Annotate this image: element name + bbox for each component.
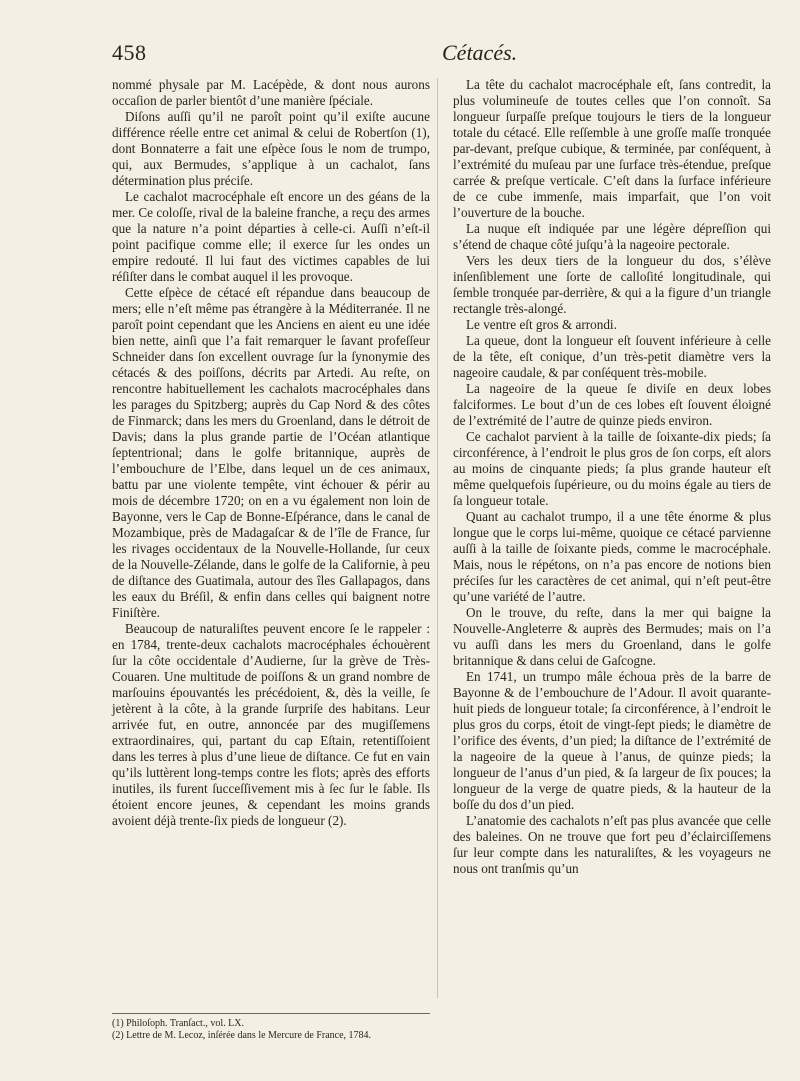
paragraph: Vers les deux tiers de la longueur du dos, s’élève inſenſiblement une ſorte de calloſité longitudinale, qui ſemble tronquée par-derrière, & qui a la figure d’un triangle rectangle très-alongé. (453, 253, 771, 316)
footnote: (1) Philoſoph. Tranſact., vol. LX. (112, 1018, 244, 1029)
paragraph: En 1741, un trumpo mâle échoua près de la barre de Bayonne & de l’embouchure de l’Adour. Il avoit quarante-huit pieds de longueur totale; ſa circonférence, à l’endroit le plus gros du corps, étoit de vingt-ſept pieds; le diamètre de l’orifice des évents, d’un pied; la diſtance de l’extrémité de la nageoire de la queue à l’anus, de quinze pieds; la longueur de l’anus d’un pied, & ſa largeur de ſix pouces; la longueur de la verge de quatre pieds, & la hauteur de la boſſe du dos d’un pied. (453, 669, 771, 812)
paragraph: nommé physale par M. Lacépède, & dont nous aurons occaſion de parler bientôt d’une manière ſpéciale. (112, 77, 430, 108)
paragraph: Quant au cachalot trumpo, il a une tête énorme & plus longue que le corps lui-même, quoique ce cétacé parvienne auſſi à la taille de ſoixante pieds, comme le macrocéphale. Mais, nous le répétons, on n’a pas encore de notions bien préciſes ſur les caractères de cet animal, qui n’eſt peut-être qu’une variété de l’autre. (453, 509, 771, 604)
paragraph: La nageoire de la queue ſe diviſe en deux lobes falciformes. Le bout d’un de ces lobes eſt ſouvent éloigné de l’extrémité de l’autre de quinze pieds environ. (453, 381, 771, 428)
right-column (453, 77, 771, 877)
paragraph: Cette eſpèce de cétacé eſt répandue dans beaucoup de mers; elle n’eſt même pas étrangère à la Méditerranée. Il ne paroît point cependant que les Anciens en aient eu une idée bien nette, ainſi que l’a fait remarquer le ſavant profeſſeur Schneider dans ſon excellent ouvrage ſur la ſynonymie des cétacés & des poiſſons, décrits par Artedi. Au reſte, on rencontre habituellement les cachalots macrocéphales dans les parages du Spitzberg; auprès du Cap Nord & des côtes de Finmarck; dans les mers du Groenland, dans le détroit de Davis; dans la plus grande partie de l’Océan atlantique ſeptentrional; dans le golfe britannique, auprès de l’embouchure de l’Elbe, dans lequel un de ces animaux, battu par une violente tempête, vint échouer & périr au mois de décembre 1720; on en a vu également non loin de Bayonne, vers le Cap de Bonne-Eſpérance, dans le canal de Mozambique, près de Madagaſcar & de l’île de France, ſur les rivages occidentaux de la Nouvelle-Hollande, ſur ceux de la Nouvelle-Zélande, dans le golfe de la Californie, à peu de diſtance des Guatimala, autour des îles Gallapagos, dans les eaux du Bréſil, & enfin dans celles qui baignent notre Finiſtère. (112, 285, 430, 620)
footnote-rule (112, 1013, 430, 1014)
paragraph: Diſons auſſi qu’il ne paroît point qu’il exiſte aucune différence réelle entre cet animal & celui de Robertſon (1), dont Bonnaterre a fait une eſpèce ſous le nom de trumpo, qui, aux Bermudes, s’applique à un cachalot, ſans détermination plus préciſe. (112, 109, 430, 188)
paragraph: Le ventre eſt gros & arrondi. (466, 317, 617, 332)
paragraph: Ce cachalot parvient à la taille de ſoixante-dix pieds; ſa circonférence, à l’endroit le plus gros de ſon corps, eſt alors au moins de cinquante pieds; ſa plus grande hauteur eſt même quelquefois ſupérieure, ou du moins égale au tiers de ſa longueur totale. (453, 429, 771, 508)
running-head: Cétacés. (442, 40, 518, 65)
footnote: (2) Lettre de M. Lecoz, inſérée dans le Mercure de France, 1784. (112, 1030, 372, 1041)
column-divider (437, 78, 438, 998)
paragraph: On le trouve, du reſte, dans la mer qui baigne la Nouvelle-Angleterre & auprès des Bermudes; mais on l’a vu auſſi dans les mers du Groenland, dans le golfe britannique & dans celui de Gaſcogne. (453, 605, 771, 668)
page-number: 458 (112, 40, 147, 65)
paragraph: La queue, dont la longueur eſt ſouvent inférieure à celle de la tête, eſt conique, d’un très-petit diamètre vers la nageoire caudale, & par conſéquent très-mobile. (453, 333, 771, 380)
paragraph: Beaucoup de naturaliſtes peuvent encore ſe le rappeler : en 1784, trente-deux cachalots macrocéphales échouèrent ſur la côte occidentale d’Audierne, ſur la grève de Très-Couaren. Une multitude de poiſſons & un grand nombre de marſouins épouvantés les précédoient, &, dès la veille, ſe jetèrent à la côte, à la grande ſurpriſe des habitans. Leur arrivée fut, en outre, annoncée par des mugiſſemens extraordinaires, qui, partant du cap Eſtain, retentiſſoient dans les terres à plus d’une lieue de diſtance. Ce fut en vain qu’ils luttèrent long-temps contre les flots; après des efforts inutiles, ils furent ſucceſſivement mis à ſec ſur le ſable. Ils étoient encore jeunes, & cependant les moins grands avoient déjà trente-ſix pieds de longueur (2). (112, 621, 430, 828)
paragraph: La tête du cachalot macrocéphale eſt, ſans contredit, la plus volumineuſe de toutes celles que l’on connoît. Sa longueur ſurpaſſe preſque toujours le tiers de la longueur totale du cétacé. Elle reſſemble à une groſſe maſſe tronquée par-devant, preſque cubique, & terminée, par conſéquent, à l’extrémité du muſeau par une ſurface très-étendue, preſque carrée & preſque verticale. C’eſt dans la ſurface inférieure de ce cube immenſe, mais imparfait, que l’on voit l’ouverture de la bouche. (453, 77, 771, 220)
page-header (112, 40, 688, 70)
paragraph: Le cachalot macrocéphale eſt encore un des géans de la mer. Ce coloſſe, rival de la baleine franche, a reçu des armes que la nature n’a point départies à celle-ci. Auſſi n’eſt-il point pacifique comme elle; il exerce ſur les ondes un empire redouté. Il lui faut des victimes capables de lui réſiſter dans le combat auquel il les provoque. (112, 189, 430, 284)
paragraph: La nuque eſt indiquée par une légère dépreſſion qui s’étend de chaque côté juſqu’à la nageoire pectorale. (453, 221, 771, 252)
footnotes (112, 1018, 430, 1042)
left-column (112, 77, 430, 829)
paragraph: L’anatomie des cachalots n’eſt pas plus avancée que celle des baleines. On ne trouve que fort peu d’éclairciſſemens ſur leur compte dans les naturaliſtes, & les voyageurs ne nous ont tranſmis qu’un (453, 813, 771, 876)
